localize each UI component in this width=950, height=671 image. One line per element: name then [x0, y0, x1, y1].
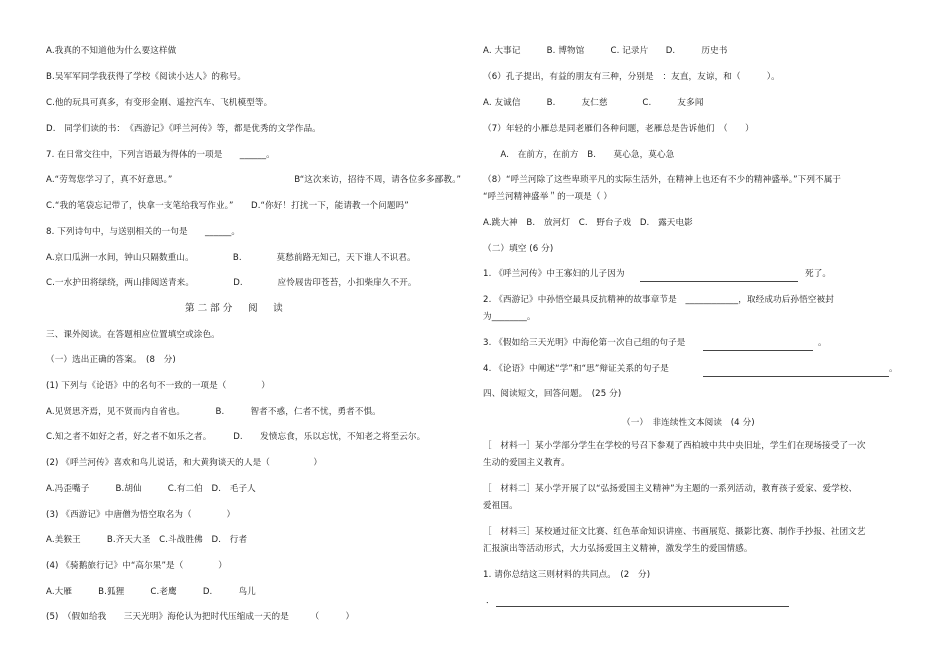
left-text-line: A.我真的不知道他为什么要这样做	[46, 46, 177, 56]
left-text-line: A.“劳驾您学习了，真不好意思。” B“这次来访，招待不周，请各位多多鄙教。”	[46, 175, 462, 185]
blank-line-q3	[703, 350, 813, 351]
right-text-line: 3. 《假如给三天光明》中海伦第一次自己组的句子是	[483, 338, 686, 348]
right-text-line: “呼兰河精神盛举＂的一项是（ ）	[483, 192, 613, 202]
left-text-line: A.冯歪嘴子 B.胡仙 C.有二伯 D. 毛子人	[46, 484, 256, 494]
right-text-line: 生动的爱国主义教育。	[483, 458, 570, 468]
right-text-line: A.跳大神 B. 放河灯 C. 野台子戏 D. 露天电影	[483, 218, 693, 228]
left-text-line: 7. 在日常交往中，下列言语最为得体的一项是 ______。	[46, 150, 275, 160]
subsection-heading-nonlinear-text: （一） 非连续性文本阅读 (4 分)	[622, 418, 755, 428]
right-text-line: 。	[889, 364, 898, 374]
left-text-line: C.知之者不如好之者，好之者不如乐之者。 D. 发愤忘食，乐以忘忧，不知老之将至云尔。	[46, 432, 426, 442]
right-text-line: 4. 《论语》中阐述“学”和“思”辩证关系的句子是	[483, 364, 669, 374]
right-text-line: （6）孔子提出，有益的朋友有三种，分别是 ：友直，友谅，和（ ）。	[483, 72, 780, 82]
left-text-line: 三、课外阅读。在答题相应位置填空或涂色。	[46, 330, 220, 340]
right-text-line: A. 友诚信 B. 友仁慈 C. 友多闻	[483, 98, 704, 108]
right-text-line: 2. 《西游记》中孙悟空最具反抗精神的故事章节是 ____________，取经成功后孙悟空被封	[483, 295, 834, 305]
right-text-line: （7）年轻的小雁总是同老雁们各种问题，老雁总是告诉他们 （ ）	[483, 124, 754, 134]
left-text-line: (1) 下列与《论语》中的名句不一致的一项是（ ）	[46, 381, 270, 391]
left-text-line: B.吴军军同学我获得了学校《阅读小达人》的称号。	[46, 72, 247, 82]
right-text-line: ［ 材料二］某小学开展了以“弘扬爱国主义精神”为主题的一系列活动，教育孩子爱家、爱学校、	[483, 484, 858, 494]
right-text-line: 四、阅读短文，回答问题。 (25 分)	[483, 389, 622, 399]
left-text-line: D. 同学们读的书： 《西游记》《呼兰河传》等，都是优秀的文学作品。	[46, 124, 321, 134]
section-heading-reading: 第二部分 阅 读	[185, 303, 286, 314]
blank-line-answer	[496, 606, 789, 607]
left-text-line: A.美猴王 B.齐天大圣 C.斗战胜佛 D. 行者	[46, 535, 248, 545]
right-text-line: 死了。	[805, 269, 832, 279]
right-text-line: A. 在前方，在前方 B. 莫心急，莫心急	[483, 150, 675, 160]
left-text-line: (2) 《呼兰河传》喜欢和鸟儿说话，和大黄狗谈天的人是（ ）	[46, 458, 323, 468]
right-text-line: 1. 请你总结这三则材料的共同点。 (2 分)	[483, 570, 651, 580]
left-text-line: 8. 下列诗句中，与送别相关的一句是 ______。	[46, 227, 241, 237]
left-text-line: (3) 《西游记》中唐僧为悟空取名为（ ）	[46, 510, 236, 520]
blank-line-q4	[703, 376, 889, 377]
right-text-line: 汇报演出等活动形式，大力弘扬爱国主义精神，激发学生的爱国情感。	[483, 544, 753, 554]
right-text-line: ［ 材料一］某小学部分学生在学校的号召下参观了西柏坡中共中央旧址，学生们在现场接受了一次	[483, 441, 866, 451]
left-text-line: (5) （假如给我 三天光明》海伦认为把时代压缩成一天的是 （ ）	[46, 612, 355, 622]
left-text-line: C.他的玩具可真多，有变形金刚、遥控汽车、飞机模型等。	[46, 98, 273, 108]
right-text-line: 为________。	[483, 312, 536, 322]
blank-line-q1	[640, 281, 798, 282]
right-text-line: 1. 《呼兰河传》中王寡妇的儿子因为	[483, 269, 625, 279]
left-text-line: （一）选出正确的答案。 (8 分)	[46, 355, 176, 365]
left-text-line: (4) 《骑鹅旅行记》中“高尔果”是（ ）	[46, 561, 227, 571]
left-text-line: A.京口瓜洲一水间，钟山只隔数重山。 B. 莫愁前路无知己，天下谁人不识君。	[46, 253, 416, 263]
right-text-line: 。	[818, 338, 827, 348]
right-text-line: ．	[486, 596, 495, 606]
right-text-line: 爱祖国。	[483, 501, 518, 511]
left-text-line: C.一水护田将绿绕，两山排闼送青来。 D. 应怜屐齿印苍苔，小扣柴扉久不开。	[46, 278, 417, 288]
right-text-line: A. 大事记 B. 博物馆 C. 记录片 D. 历史书	[483, 46, 728, 56]
left-text-line: A.见贤思齐焉，见不贤而内自省也。 B. 智者不惑，仁者不忧，勇者不惧。	[46, 407, 381, 417]
right-text-line: （二）填空 (6 分)	[483, 244, 554, 254]
right-text-line: （8）“呼兰河除了这些卑琐平凡的实际生活外，在精神上也还有不少的精神盛举。”下列不属于	[483, 175, 842, 185]
left-text-line: A.大雁 B.狐狸 C.老鹰 D. 鸟儿	[46, 587, 256, 597]
left-text-line: C.“我的笔袋忘记带了，快拿一支笔给我写作业。” D.“你好！打扰一下，能请教一个问题吗”	[46, 201, 409, 211]
right-text-line: ［ 材料三］某校通过征文比赛、红色革命知识讲座、书画展览、摄影比赛、制作手抄报、社团文艺	[483, 527, 866, 537]
